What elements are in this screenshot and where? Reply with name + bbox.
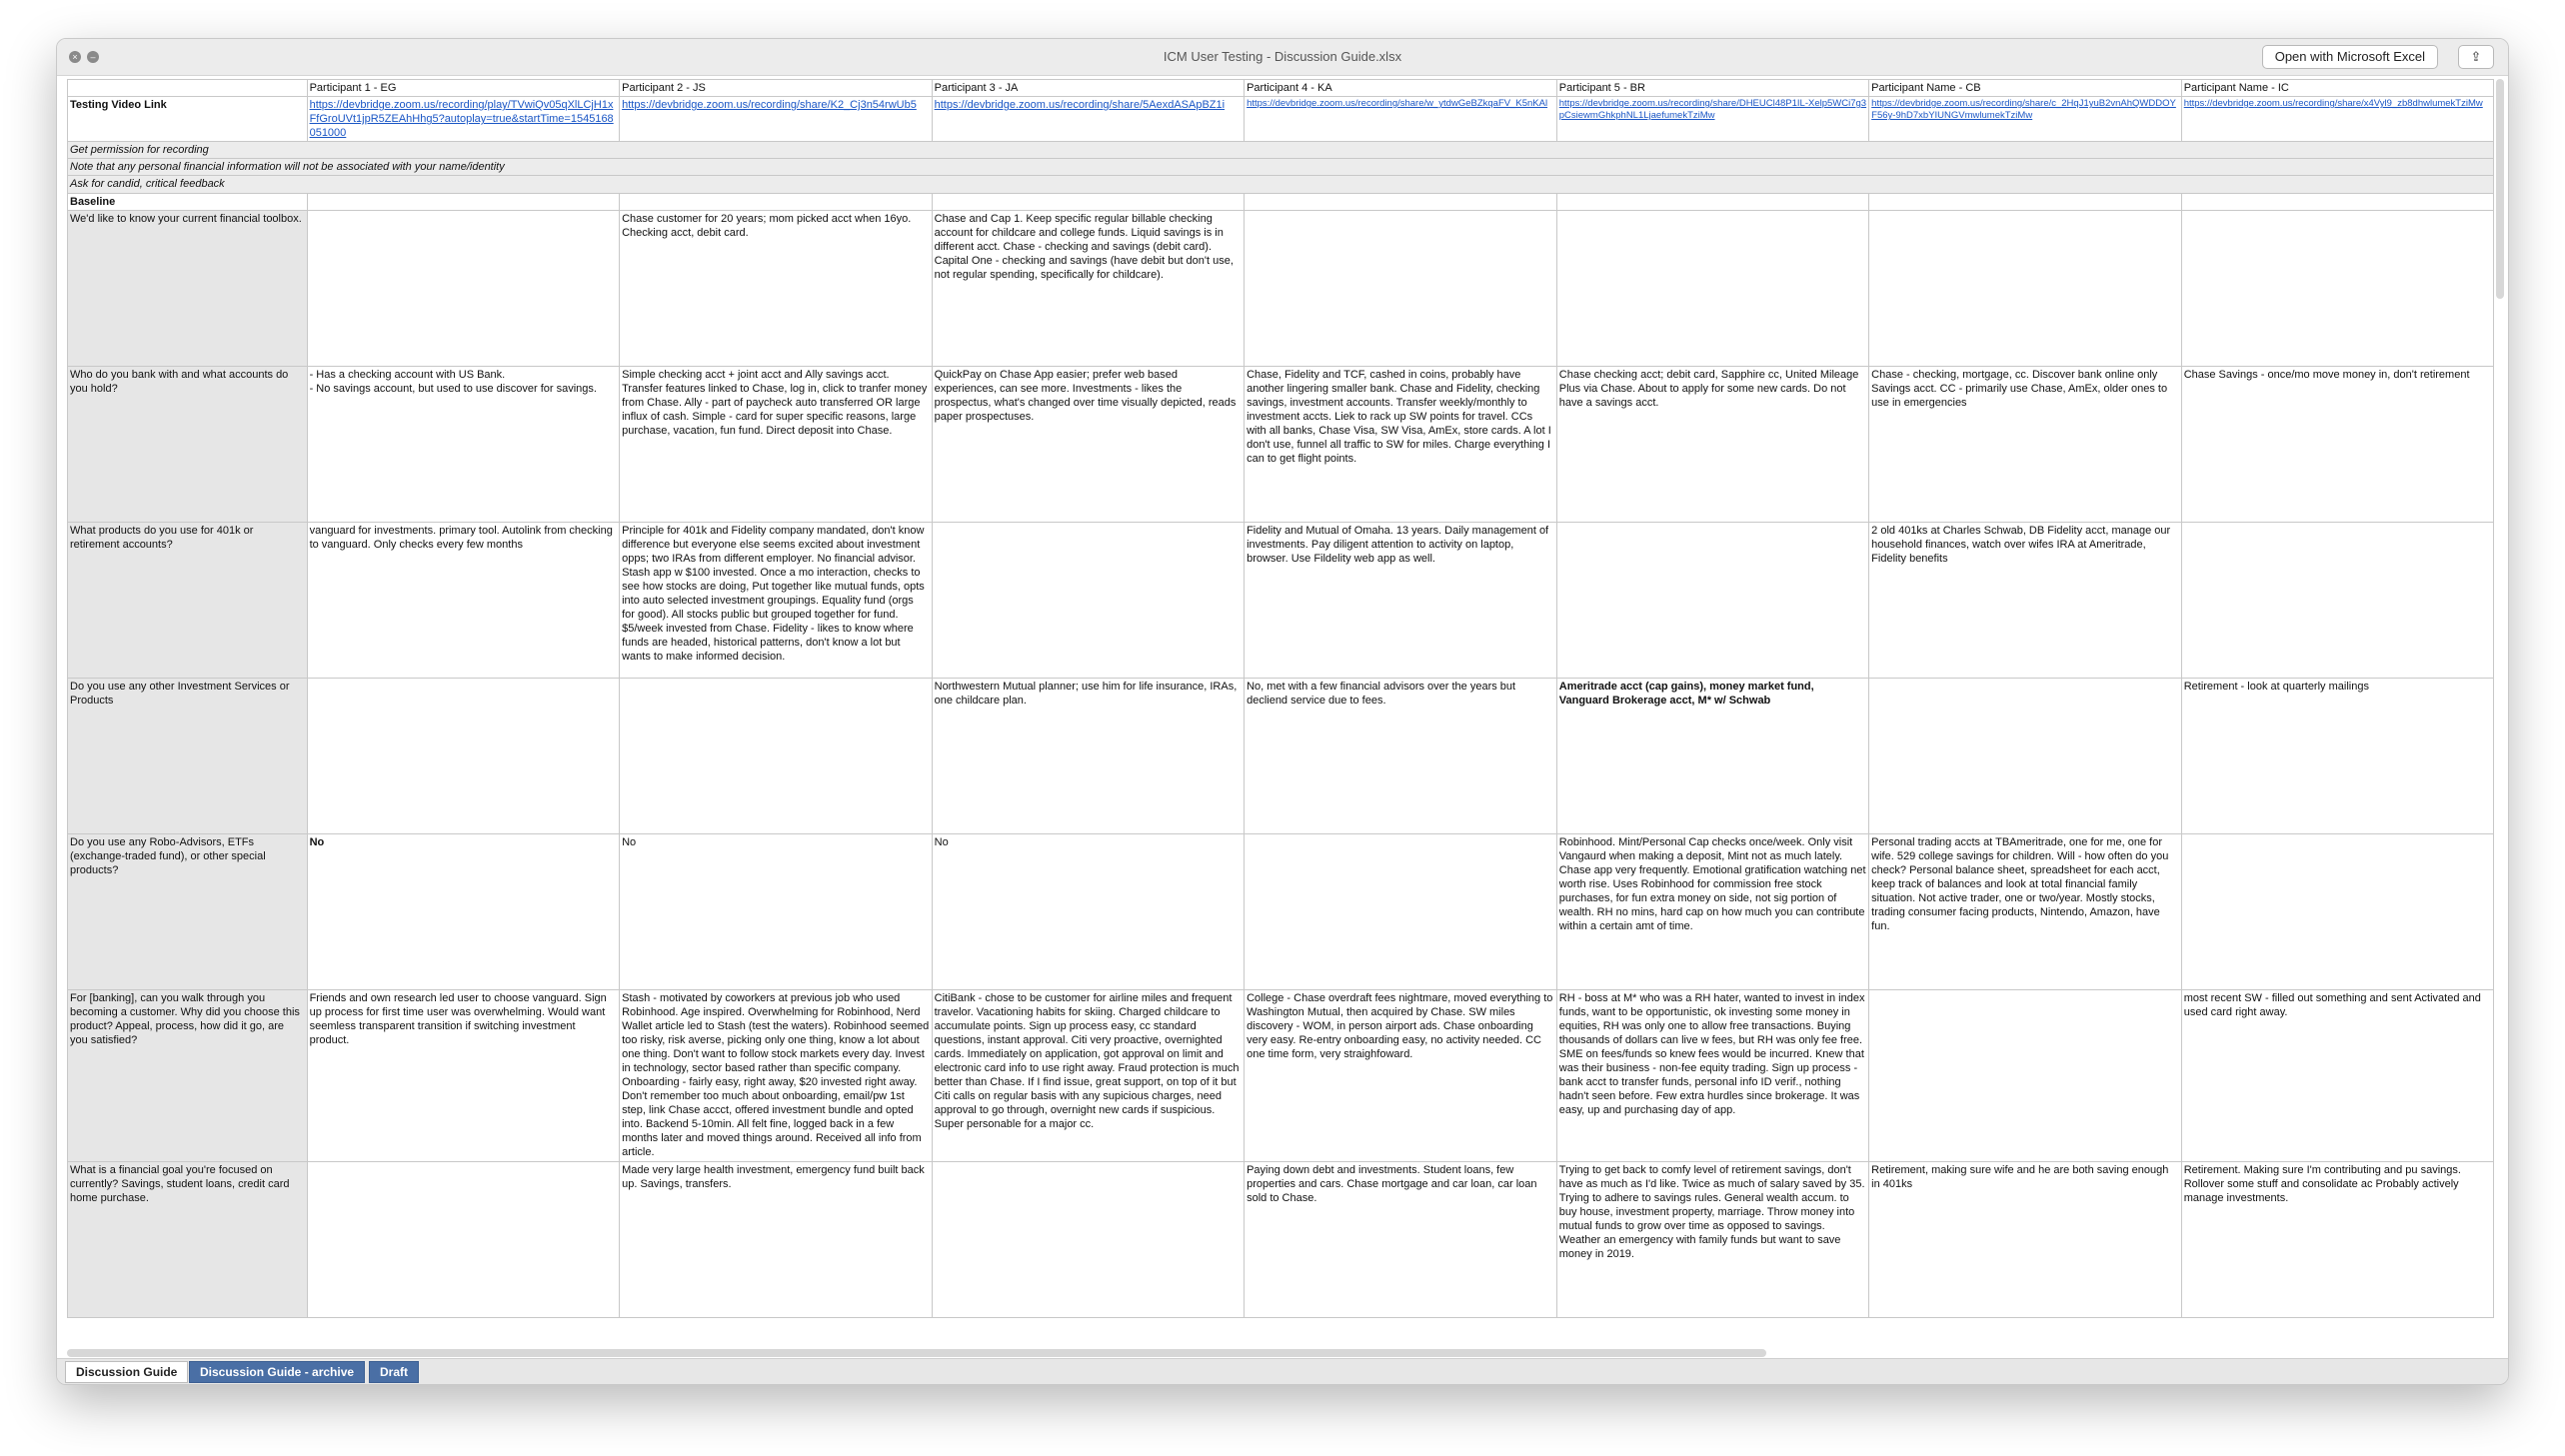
answer-cell[interactable] <box>932 522 1244 678</box>
answer-cell[interactable]: vanguard for investments. primary tool. Autolink from checking to vanguard. Only checks every few months <box>307 522 620 678</box>
section-row <box>68 193 2494 210</box>
section-label[interactable]: Baseline <box>68 193 308 210</box>
close-icon[interactable]: × <box>69 51 81 63</box>
answer-cell[interactable]: Fidelity and Mutual of Omaha. 13 years. Daily management of investments. Pay diligent attention to activity on laptop, browser. Use Fildelity web app as well. <box>1245 522 1557 678</box>
testing-link-row <box>68 97 2494 142</box>
answer-cell[interactable]: Chase and Cap 1. Keep specific regular billable checking account for childcare and college funds. Liquid savings is in different acct. Chase - checking and savings (debit card). Capital One - checking and savings (have debit but don't use, not regular spending, specifically for childcare). <box>932 210 1244 366</box>
column-header[interactable]: Participant Name - IC <box>2181 80 2493 97</box>
question-cell[interactable]: Do you use any Robo-Advisors, ETFs (exchange-traded fund), or other special products? <box>68 833 308 989</box>
answer-cell[interactable] <box>1869 210 2182 366</box>
answer-cell[interactable] <box>2181 522 2493 678</box>
sheet-tabs <box>57 1358 2508 1385</box>
answer-cell[interactable]: Principle for 401k and Fidelity company mandated, don't know difference but everyone else seems excited about investment opps; two IRAs from different employer. No financial advisor. Stash app w $100 invested. Once a mo interaction, checks to see how stocks are doing, Put together like mutual funds, opts into auto selected investment groupings. Equality fund (orgs for good). All stocks public but grouped together for fund. $5/week invested from Chase. Fidelity - likes to know where funds are headed, historical patterns, don't know a lot but wants to make informed decision. <box>620 522 933 678</box>
answer-cell[interactable]: Chase - checking, mortgage, cc. Discover bank online only Savings acct. CC - primarily use Chase, AmEx, older ones to use in emergencies <box>1869 366 2182 522</box>
answer-cell[interactable] <box>1245 833 1557 989</box>
video-link[interactable]: https://devbridge.zoom.us/recording/share/c_2HqJ1yuB2vnAhQWDDOYF56y-9hD7xbYIUNGVmwlumekTziMw <box>1871 98 2176 122</box>
answer-cell[interactable]: Retirement, making sure wife and he are both saving enough in 401ks <box>1869 1161 2182 1317</box>
column-header[interactable]: Participant Name - CB <box>1869 80 2182 97</box>
link-cell[interactable] <box>932 97 1244 142</box>
answer-cell[interactable] <box>932 1161 1244 1317</box>
answer-cell[interactable] <box>620 678 933 833</box>
window-title: ICM User Testing - Discussion Guide.xlsx <box>1163 49 1402 64</box>
answer-cell[interactable]: most recent SW - filled out something and sent Activated and used card right away. <box>2181 989 2493 1161</box>
answer-cell[interactable]: Friends and own research led user to choose vanguard. Sign up process for first time user was overwhelming. Would want seemless transparent transition if switching investment product. <box>307 989 620 1161</box>
video-link[interactable]: https://devbridge.zoom.us/recording/play/TVwiQv05qXlLCjH1xFfGroUVt1jpR5ZEAhHhg5?autoplay=true&startTime=1545168051000 <box>309 99 614 140</box>
video-link[interactable]: https://devbridge.zoom.us/recording/share/K2_Cj3n54rwUb5 <box>622 99 917 112</box>
tab-discussion-guide[interactable]: Discussion Guide <box>65 1361 188 1383</box>
column-header[interactable]: Participant 5 - BR <box>1556 80 1868 97</box>
answer-cell[interactable]: College - Chase overdraft fees nightmare, moved everything to Washington Mutual, then acquired by Chase. SW miles discovery - WOM, in person airport ads. Chase onboarding very easy. Re-entry onboarding easy, no activity needed. CC one time form, very straighfoward. <box>1245 989 1557 1161</box>
note-row <box>68 159 2494 176</box>
link-cell[interactable] <box>1556 97 1868 142</box>
answer-cell[interactable]: Personal trading accts at TBAmeritrade, one for me, one for wife. 529 college savings for children. Will - how often do you check? Personal balance sheet, spreadsheet for each acct, keep track of balances and look at total financial family situation. Not active trader, one or two/year. Mostly stocks, trading consumer facing products, Nintendo, Amazon, have fun. <box>1869 833 2182 989</box>
answer-cell[interactable]: 2 old 401ks at Charles Schwab, DB Fidelity acct, manage our household finances, watch over wifes IRA at Ameritrade, Fidelity benefits <box>1869 522 2182 678</box>
answer-cell[interactable]: - Has a checking account with US Bank. - No savings account, but used to use discover for savings. <box>307 366 620 522</box>
answer-cell[interactable]: RH - boss at M* who was a RH hater, wanted to invest in index funds, want to be opportunistic, ok investing some money in equities, RH was only one to allow free transactions. Buying thousands of dollars can live w fees, but RH was only fee free. SME on fees/funds so knew fees would be incurred. Knew that was their business - non-fee equity trading. Sign up process - bank acct to transfer funds, personal info ID verif., nothing hadn't seen before. Few extra hurdles since brokerage. It was easy, up and purchasing day of app. <box>1556 989 1868 1161</box>
link-cell[interactable] <box>307 97 620 142</box>
answer-cell[interactable]: No <box>307 833 620 989</box>
question-row <box>68 989 2494 1161</box>
answer-cell[interactable]: Robinhood. Mint/Personal Cap checks once/week. Only visit Vangaurd when making a deposit, Mint not as much lately. Chase app very frequently. Emotional gratification watching net worth rise. Uses Robinhood for commission free stock purchases, for fun extra money on side, not sig portion of wealth. RH no mins, hard cap on how much you can contribute within a certain amt of time. <box>1556 833 1868 989</box>
tab-discussion-guide-archive[interactable]: Discussion Guide - archive <box>189 1361 365 1383</box>
column-header[interactable]: Participant 2 - JS <box>620 80 933 97</box>
question-row <box>68 833 2494 989</box>
question-cell[interactable]: Do you use any other Investment Services or Products <box>68 678 308 833</box>
note-cell[interactable]: Note that any personal financial information will not be associated with your name/identity <box>68 159 2494 176</box>
vertical-scrollbar[interactable] <box>2496 79 2504 299</box>
link-cell[interactable] <box>2181 97 2493 142</box>
question-cell[interactable]: Who do you bank with and what accounts do you hold? <box>68 366 308 522</box>
note-cell[interactable]: Ask for candid, critical feedback <box>68 176 2494 193</box>
column-header[interactable]: Participant 3 - JA <box>932 80 1244 97</box>
answer-cell[interactable]: Paying down debt and investments. Student loans, few properties and cars. Chase mortgage and car loan, car loan sold to Chase. <box>1245 1161 1557 1317</box>
question-cell[interactable]: What is a financial goal you're focused on currently? Savings, student loans, credit card home purchase. <box>68 1161 308 1317</box>
note-row <box>68 142 2494 159</box>
column-header[interactable]: Participant 4 - KA <box>1245 80 1557 97</box>
question-cell[interactable]: We'd like to know your current financial toolbox. <box>68 210 308 366</box>
answer-cell[interactable] <box>2181 210 2493 366</box>
answer-cell[interactable] <box>1556 210 1868 366</box>
answer-cell[interactable]: CitiBank - chose to be customer for airline miles and frequent travelor. Vacationing habits for skiing. Charged childcare to accumulate points. Sign up process easy, cc standard questions, instant approval. Citi very proactive, overnighted cards. Immediately on application, got approval on limit and electronic card info to use right away. Fraud protection is much better than Chase. If I find issue, great support, on top of it but Citi calls on regular basis with any supicious charges, need approval to go through, overnight new cards if suspicious. Super personable for a major cc. <box>932 989 1244 1161</box>
answer-cell[interactable]: Chase checking acct; debit card, Sapphire cc, United Mileage Plus via Chase. About to apply for some new cards. Do not have a savings acct. <box>1556 366 1868 522</box>
share-icon[interactable]: ⇪ <box>2458 45 2494 69</box>
answer-cell[interactable]: No <box>620 833 933 989</box>
answer-cell[interactable]: Stash - motivated by coworkers at previous job who used Robinhood. Age inspired. Overwhelming for Robinhood, Nerd Wallet article led to Stash (test the waters). Robinhood seemed too risky, risk averse, picking only one thing, know a lot about one thing. Don't want to follow stock markets every day. Invest in technology, sector based rather than specific company. Onboarding - fairly easy, right away, $20 invested right away. Don't remember too much about onboarding, email/pw 1st step, link Chase accct, offered investment bundle and opted into. Backend 5-10min. All felt fine, logged back in a few months later and moved things around. Received all info from article. <box>620 989 933 1161</box>
question-cell[interactable]: For [banking], can you walk through you becoming a customer. Why did you choose this product? Appeal, process, how did it go, are you satisfied? <box>68 989 308 1161</box>
video-link[interactable]: https://devbridge.zoom.us/recording/share/x4Vyl9_zb8dhwlumekTziMw <box>2183 98 2483 110</box>
app-window <box>56 38 2509 1385</box>
minimize-icon[interactable]: – <box>87 51 99 63</box>
answer-cell[interactable]: Trying to get back to comfy level of retirement savings, don't have as much as I'd like. Twice as much of salary saved by 35. Trying to adhere to savings rules. General wealth accum. to buy house, investment property, marriage. Throw money into mutual funds to grow over time as opposed to savings. Weather an emergency with family funds but want to save money in 2019. <box>1556 1161 1868 1317</box>
video-link[interactable]: https://devbridge.zoom.us/recording/share/DHEUCl48P1IL-Xelp5WCi7g3pCsiewmGhkphNL1LjaefumekTziMw <box>1558 98 1867 122</box>
question-row <box>68 210 2494 366</box>
answer-cell[interactable] <box>307 210 620 366</box>
empty-cell[interactable] <box>1869 193 2182 210</box>
answer-cell[interactable]: Chase customer for 20 years; mom picked acct when 16yo. Checking acct, debit card. <box>620 210 933 366</box>
question-row <box>68 1161 2494 1317</box>
answer-cell[interactable]: Chase Savings - once/mo move money in, don't retirement <box>2181 366 2493 522</box>
answer-cell[interactable]: Chase, Fidelity and TCF, cashed in coins, probably have another lingering smaller bank. Chase and Fidelity, checking savings, investment accounts. Transfer weekly/monthly to investment accts. Liek to rack up SW points for travel. CCs with all banks, Chase Visa, SW Visa, AmEx, store cards. A lot I don't use, funnel all traffic to SW for miles. Charge everything I can to get flight points. <box>1245 366 1557 522</box>
data-table <box>67 79 2494 1318</box>
note-cell[interactable]: Get permission for recording <box>68 142 2494 159</box>
note-row <box>68 176 2494 193</box>
empty-cell[interactable] <box>307 193 620 210</box>
answer-cell[interactable]: Retirement - look at quarterly mailings <box>2181 678 2493 833</box>
link-cell[interactable] <box>1245 97 1557 142</box>
answer-cell[interactable] <box>1556 522 1868 678</box>
question-row <box>68 522 2494 678</box>
empty-cell[interactable] <box>1245 193 1557 210</box>
header-row <box>68 80 2494 97</box>
empty-cell[interactable] <box>620 193 933 210</box>
answer-cell[interactable]: Northwestern Mutual planner; use him for life insurance, IRAs, one childcare plan. <box>932 678 1244 833</box>
empty-cell[interactable] <box>2181 193 2493 210</box>
video-link[interactable]: https://devbridge.zoom.us/recording/share/w_ytdwGeBZkqaFV_K5nKAl <box>1247 98 1548 110</box>
video-link[interactable]: https://devbridge.zoom.us/recording/share/5AexdASApBZ1i <box>934 99 1226 112</box>
answer-cell[interactable] <box>1245 210 1557 366</box>
question-cell[interactable]: What products do you use for 401k or retirement accounts? <box>68 522 308 678</box>
answer-cell[interactable]: Ameritrade acct (cap gains), money market fund, Vanguard Brokerage acct, M* w/ Schwab <box>1556 678 1868 833</box>
horizontal-scrollbar[interactable] <box>67 1349 1766 1357</box>
answer-cell[interactable] <box>1869 989 2182 1161</box>
answer-cell[interactable] <box>1869 678 2182 833</box>
question-row <box>68 366 2494 522</box>
empty-cell[interactable] <box>932 193 1244 210</box>
answer-cell[interactable]: Simple checking acct + joint acct and Ally savings acct. Transfer features linked to Chase, log in, click to tranfer money from Chase. Ally - part of paycheck auto transferred OR large influx of cash. Simple - card for super specific reasons, large purchase, vacation, fun fund. Direct deposit into Chase. <box>620 366 933 522</box>
column-header[interactable]: Participant 1 - EG <box>307 80 620 97</box>
testing-link-label[interactable]: Testing Video Link <box>68 97 308 142</box>
title-bar <box>57 39 2508 76</box>
answer-cell[interactable] <box>2181 833 2493 989</box>
link-cell[interactable] <box>1869 97 2182 142</box>
answer-cell[interactable] <box>307 678 620 833</box>
open-with-excel-button[interactable]: Open with Microsoft Excel <box>2262 45 2438 69</box>
answer-cell[interactable]: Retirement. Making sure I'm contributing and pu savings. Rollover some stuff and consolidate ac Probably actively manage investments. <box>2181 1161 2493 1317</box>
spreadsheet-grid[interactable] <box>67 79 2494 1348</box>
tab-draft[interactable]: Draft <box>369 1361 419 1383</box>
answer-cell[interactable] <box>307 1161 620 1317</box>
answer-cell[interactable]: QuickPay on Chase App easier; prefer web based experiences, can see more. Investments - likes the prospectus, what's changed over time visually depicted, reads paper prospectuses. <box>932 366 1244 522</box>
link-cell[interactable] <box>620 97 933 142</box>
question-row <box>68 678 2494 833</box>
corner-cell[interactable] <box>68 80 308 97</box>
answer-cell[interactable]: No, met with a few financial advisors over the years but decliend service due to fees. <box>1245 678 1557 833</box>
empty-cell[interactable] <box>1556 193 1868 210</box>
answer-cell[interactable]: Made very large health investment, emergency fund built back up. Savings, transfers. <box>620 1161 933 1317</box>
answer-cell[interactable]: No <box>932 833 1244 989</box>
